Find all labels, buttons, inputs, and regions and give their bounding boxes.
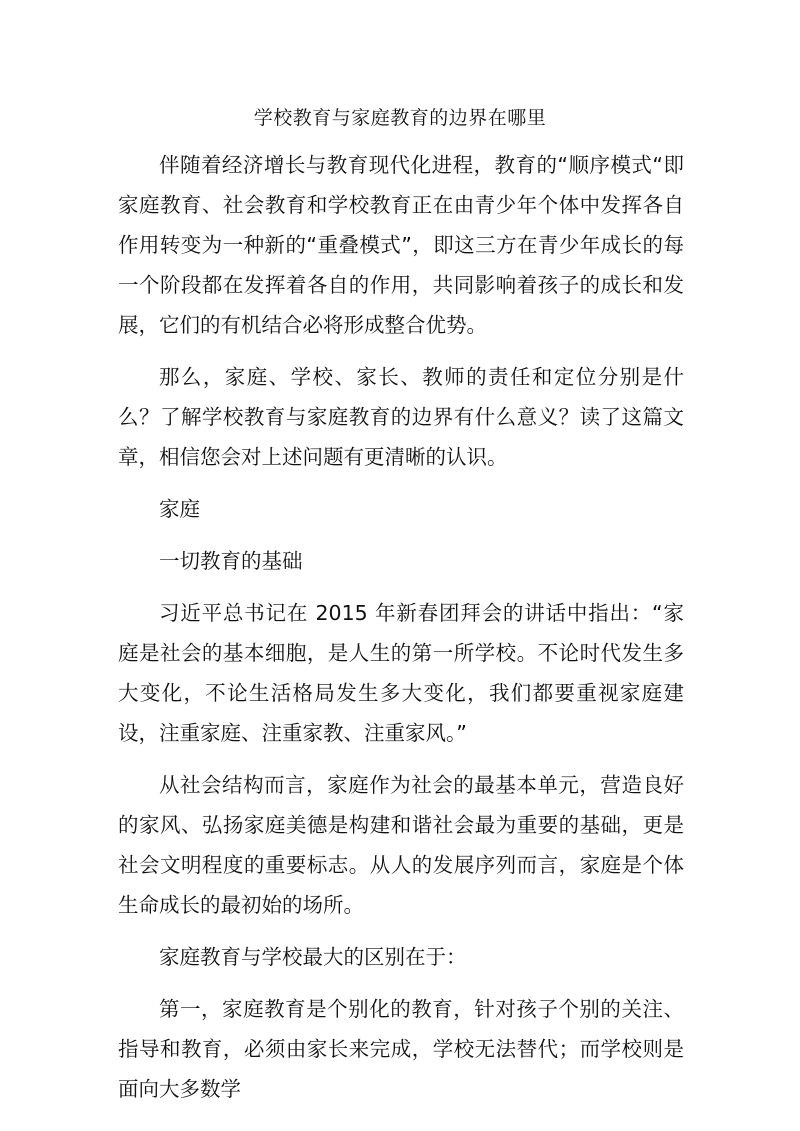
section-heading-family: 家庭 bbox=[159, 497, 200, 521]
document-body bbox=[118, 145, 684, 1121]
section-subheading-foundation: 一切教育的基础 bbox=[159, 549, 303, 573]
paragraph-quote: 习近平总书记在 2015 年新春团拜会的讲话中指出：“家庭是社会的基本细胞，是人生的第一所学校。不论时代发生多大变化，不论生活格局发生多大变化，我们都要重视家庭建设，注重家庭、注重家教、注重家风。” bbox=[118, 601, 684, 745]
paragraph-difference-intro: 家庭教育与学校最大的区别在于： bbox=[159, 945, 467, 969]
document-title: 学校教育与家庭教育的边界在哪里 bbox=[253, 107, 547, 129]
paragraph-first-difference: 第一，家庭教育是个别化的教育，针对孩子个别的关注、指导和教育，必须由家长来完成，学校无法替代；而学校则是面向大多数学 bbox=[118, 997, 684, 1101]
paragraph-intro: 伴随着经济增长与教育现代化进程，教育的“顺序模式“即家庭教育、社会教育和学校教育正在由青少年个体中发挥各自作用转变为一种新的“重叠模式”，即这三方在青少年成长的每一个阶段都在发挥着各自的作用，共同影响着孩子的成长和发展，它们的有机结合必将形成整合优势。 bbox=[118, 153, 684, 337]
paragraph-social-structure: 从社会结构而言，家庭作为社会的最基本单元，营造良好的家风、弘扬家庭美德是构建和谐社会最为重要的基础，更是社会文明程度的重要标志。从人的发展序列而言，家庭是个体生命成长的最初始的场所。 bbox=[118, 773, 684, 917]
paragraph-question: 那么，家庭、学校、家长、教师的责任和定位分别是什么？了解学校教育与家庭教育的边界有什么意义？读了这篇文章，相信您会对上述问题有更清晰的认识。 bbox=[118, 365, 684, 469]
